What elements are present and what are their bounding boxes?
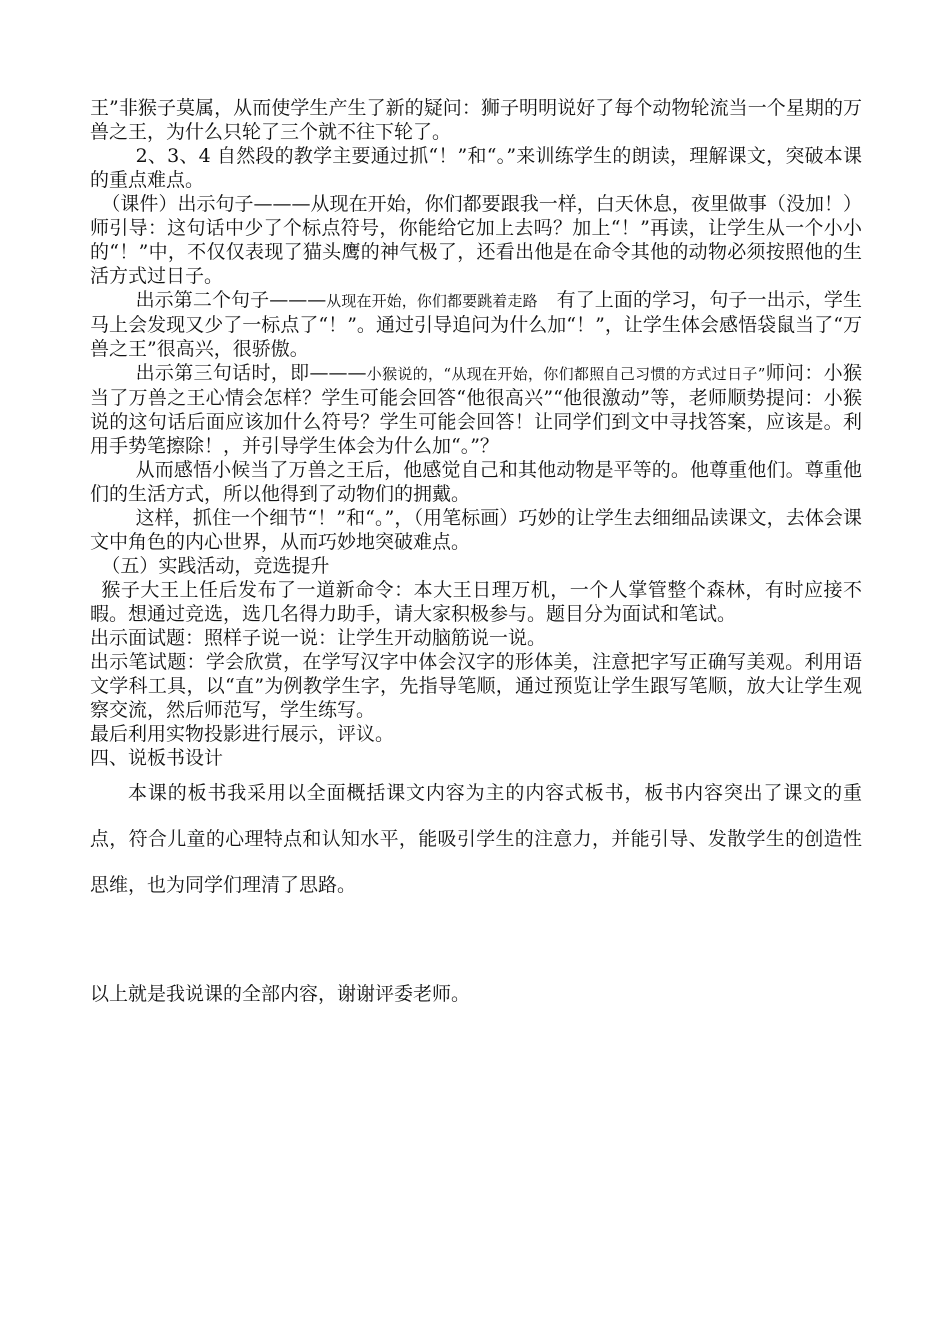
paragraph-intro-continuation: 王”非猴子莫属，从而使学生产生了新的疑问：狮子明明说好了每个动物轮流当一个星期的万兽之王，为什么只轮了三个就不往下轮了。 xyxy=(90,97,862,143)
paragraph-breakthrough: 这样，抓住一个细节“！”和“。”，（用笔标画）巧妙的让学生去细细品读课文，去体会课文中角色的内心世界，从而巧妙地突破难点。 xyxy=(90,507,862,553)
second-sentence-lead: 出示第二个句子——— xyxy=(135,289,327,311)
third-sentence-quote: 小猴说的，“从现在开始，你们都照自己习惯的方式过日子” xyxy=(366,365,766,383)
section-heading-board: 四、说板书设计 xyxy=(90,747,224,769)
paragraph-third-sentence xyxy=(90,361,862,458)
section-heading-practice: （五）实践活动，竞选提升 xyxy=(101,555,330,577)
third-sentence-body: 师问：小猴当了万兽之王心情会怎样？学生可能会回答“他很高兴”“他很激动”等，老师顺势提问：小猴说的这句话后面应该加什么符号？学生可能会回答！让同学们到文中寻找答案，应该是。利用手势笔擦除！，并引导学生体会为什么加“。”？ xyxy=(90,362,862,457)
paragraph-new-command: 猴子大王上任后发布了一道新命令：本大王日理万机，一个人掌管整个森林，有时应接不暇。想通过竞选，选几名得力助手，请大家积极参与。题目分为面试和笔试。 xyxy=(90,579,862,625)
paragraph-monkey-respect: 从而感悟小候当了万兽之王后，他感觉自己和其他动物是平等的。他尊重他们。尊重他们的生活方式，所以他得到了动物们的拥戴。 xyxy=(90,459,862,505)
paragraph-closing: 以上就是我说课的全部内容，谢谢评委老师。 xyxy=(90,983,471,1005)
third-sentence-lead: 出示第三句话时，即——— xyxy=(135,362,367,384)
paragraph-interview-question: 出示面试题：照样子说一说：让学生开动脑筋说一说。 xyxy=(90,627,547,649)
paragraph-display: 最后利用实物投影进行展示，评议。 xyxy=(90,723,395,745)
document-body xyxy=(90,96,862,1006)
paragraph-second-sentence xyxy=(90,288,862,361)
blank-space xyxy=(90,908,862,982)
paragraph-board-design: 本课的板书我采用以全面概括课文内容为主的内容式板书，板书内容突出了课文的重点，符合儿童的心理特点和认知水平，能吸引学生的注意力，并能引导、发散学生的创造性思维，也为同学们理清了思路。 xyxy=(90,782,862,896)
second-sentence-quote: 从现在开始，你们都要跳着走路 xyxy=(326,292,538,310)
second-sentence-body: 有了上面的学习，句子一出示，学生马上会发现又少了一标点了“！”。通过引导追问为什么加“！”，让学生体会感悟袋鼠当了“万兽之王”很高兴，很骄傲。 xyxy=(90,289,862,360)
paragraph-written-question: 出示笔试题：学会欣赏，在学写汉字中体会汉字的形体美，注意把字写正确写美观。利用语文学科工具，以“直”为例教学生字，先指导笔顺，通过预览让学生跟写笔顺，放大让学生观察交流，然后师范写，学生练写。 xyxy=(90,651,862,721)
paragraph-key-difficulty: 2、3、4 自然段的教学主要通过抓“！”和“。”来训练学生的朗读，理解课文，突破本课的重点难点。 xyxy=(90,145,862,191)
paragraph-first-sentence: （课件）出示句子———从现在开始，你们都要跟我一样，白天休息，夜里做事（没加！）师引导：这句话中少了个标点符号，你能给它加上去吗？加上“！”再读，让学生从一个小小的“！”中，不仅仅表现了猫头鹰的神气极了，还看出他是在命令其他的动物必须按照他的生活方式过日子。 xyxy=(90,193,862,287)
